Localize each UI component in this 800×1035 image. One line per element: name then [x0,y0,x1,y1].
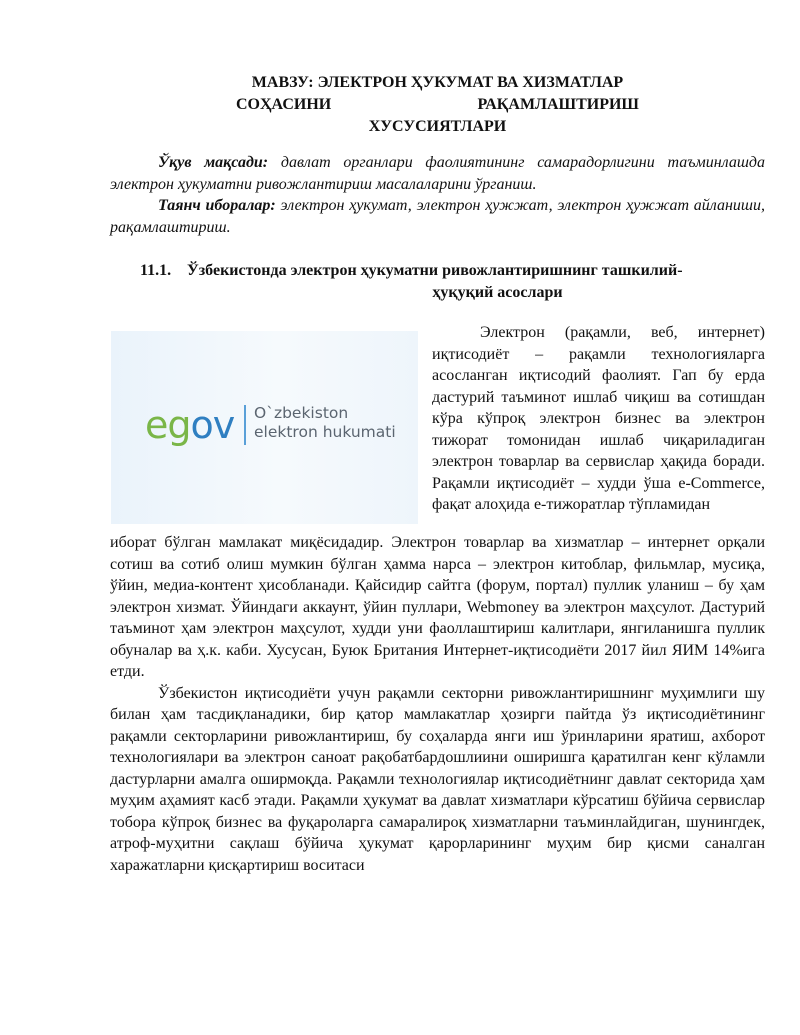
section-title-2: ҳуқуқий асослари [432,284,563,301]
section-number: 11.1. [140,262,172,279]
goal-label: Ўқув мақсади: [158,154,269,171]
body-paragraph-2: Ўзбекистон иқтисодиёти учун рақамли секторни ривожлантиришнинг муҳимлиги шу билан ҳам тасдиқланадики, бир қатор мамлакатлар ҳозирги пайтда ўз иқтисодиётининг рақамли секторларини ривожлантириш, бу соҳаларда янги иш ўринларини яратиш, ахборот технологиялари ва электрон саноат рақобатбардошлиини оширишга қаратилган кенг кўламли дастурларни амалга оширмоқда. Рақамли технологиялар иқтисодиётнинг давлат секторида ҳам муҳим аҳамият касб этади. Рақамли ҳукумат ва давлат хизматлари кўрсатиш бўйича сервислар тобора кўпроқ бизнес ва фуқароларга самаралироқ хизматларни таъминлайдиган, шунингдек, атроф-муҳитни сақлаш бўйича ҳукумат қарорларининг муҳим бир қисми саналган харажатларни қисқартириш воситаси [110,684,765,874]
egov-logo-image [111,331,418,524]
logo-divider [244,405,246,445]
side-paragraph: Электрон (рақамли, веб, интернет) иқтисодиёт – рақамли технологияларга асосланган иқтисодий фаолият. Гап бу ерда дастурий таъминот ишлаб чиқиш ва сотишдан кўра кўпроқ электрон бизнес ва электрон тижорат томонидан ишлаб чиқариладиган электрон товарлар ва сервислар ҳақида боради. Рақамли иқтисодиёт – худди ўша e-Commerce, фақат алоҳида e-тижоратлар тўпламидан [432,324,765,513]
intro-block [110,152,765,238]
page-title [110,72,765,138]
egov-logo-mark: egov [145,403,235,447]
goal-text: давлат органлари фаолиятининг самарадорлигини таъминлашда электрон ҳукуматни ривожлантириш масалаларини ўрганиш. [110,154,765,193]
keywords-label: Таянч иборалар: [158,197,276,214]
section-title-1: Ўзбекистонда электрон ҳукуматни ривожлантиришнинг ташкилий- [187,262,683,279]
body-paragraph-1: иборат бўлган мамлакат миқёсидадир. Электрон товарлар ва хизматлар – интернет орқали сотиш ва сотиб олиш мумкин бўлган ҳамма нарса – электрон китоблар, фильмлар, мусиқа, ўйин, медиа-контент ҳисобланади. Қайсидир сайтга (форум, портал) пуллик уланиш – бу ҳам электрон хизмат. Ўйиндаги аккаунт, ўйин пуллари, Webmoney ва электрон маҳсулот. Дастурий таъминот ҳам электрон маҳсулот, худди уни фаоллаштириш калитлари, янгиланишга пуллик обуналар ва ҳ.к. каби. Хусусан, Буюк Британия Интернет-иқтисодиёти 2017 йил ЯИМ 14%ига етди. [110,534,765,680]
goal-paragraph [110,152,765,195]
side-text-block [432,322,765,516]
title-line-1: МАВЗУ: ЭЛЕКТРОН ҲУКУМАТ ВА ХИЗМАТЛАР [251,74,624,91]
section-heading-line-1 [140,260,765,282]
body-text-block [110,532,765,876]
title-line-2-right: РАҚАМЛАШТИРИШ [477,96,639,113]
logo-caption [254,404,396,442]
logo-caption-line-2: elektron hukumati [254,423,396,441]
title-line-2 [110,94,765,116]
title-line-2-left: СОҲАСИНИ [236,96,332,113]
logo-caption-line-1: O`zbekiston [254,404,349,422]
keywords-text: электрон ҳукумат, электрон ҳужжат, электрон ҳужжат айланиши, рақамлаштириш. [110,197,765,236]
title-line-3: ХУСУСИЯТЛАРИ [368,118,507,135]
keywords-paragraph [110,195,765,238]
section-heading [140,260,765,304]
